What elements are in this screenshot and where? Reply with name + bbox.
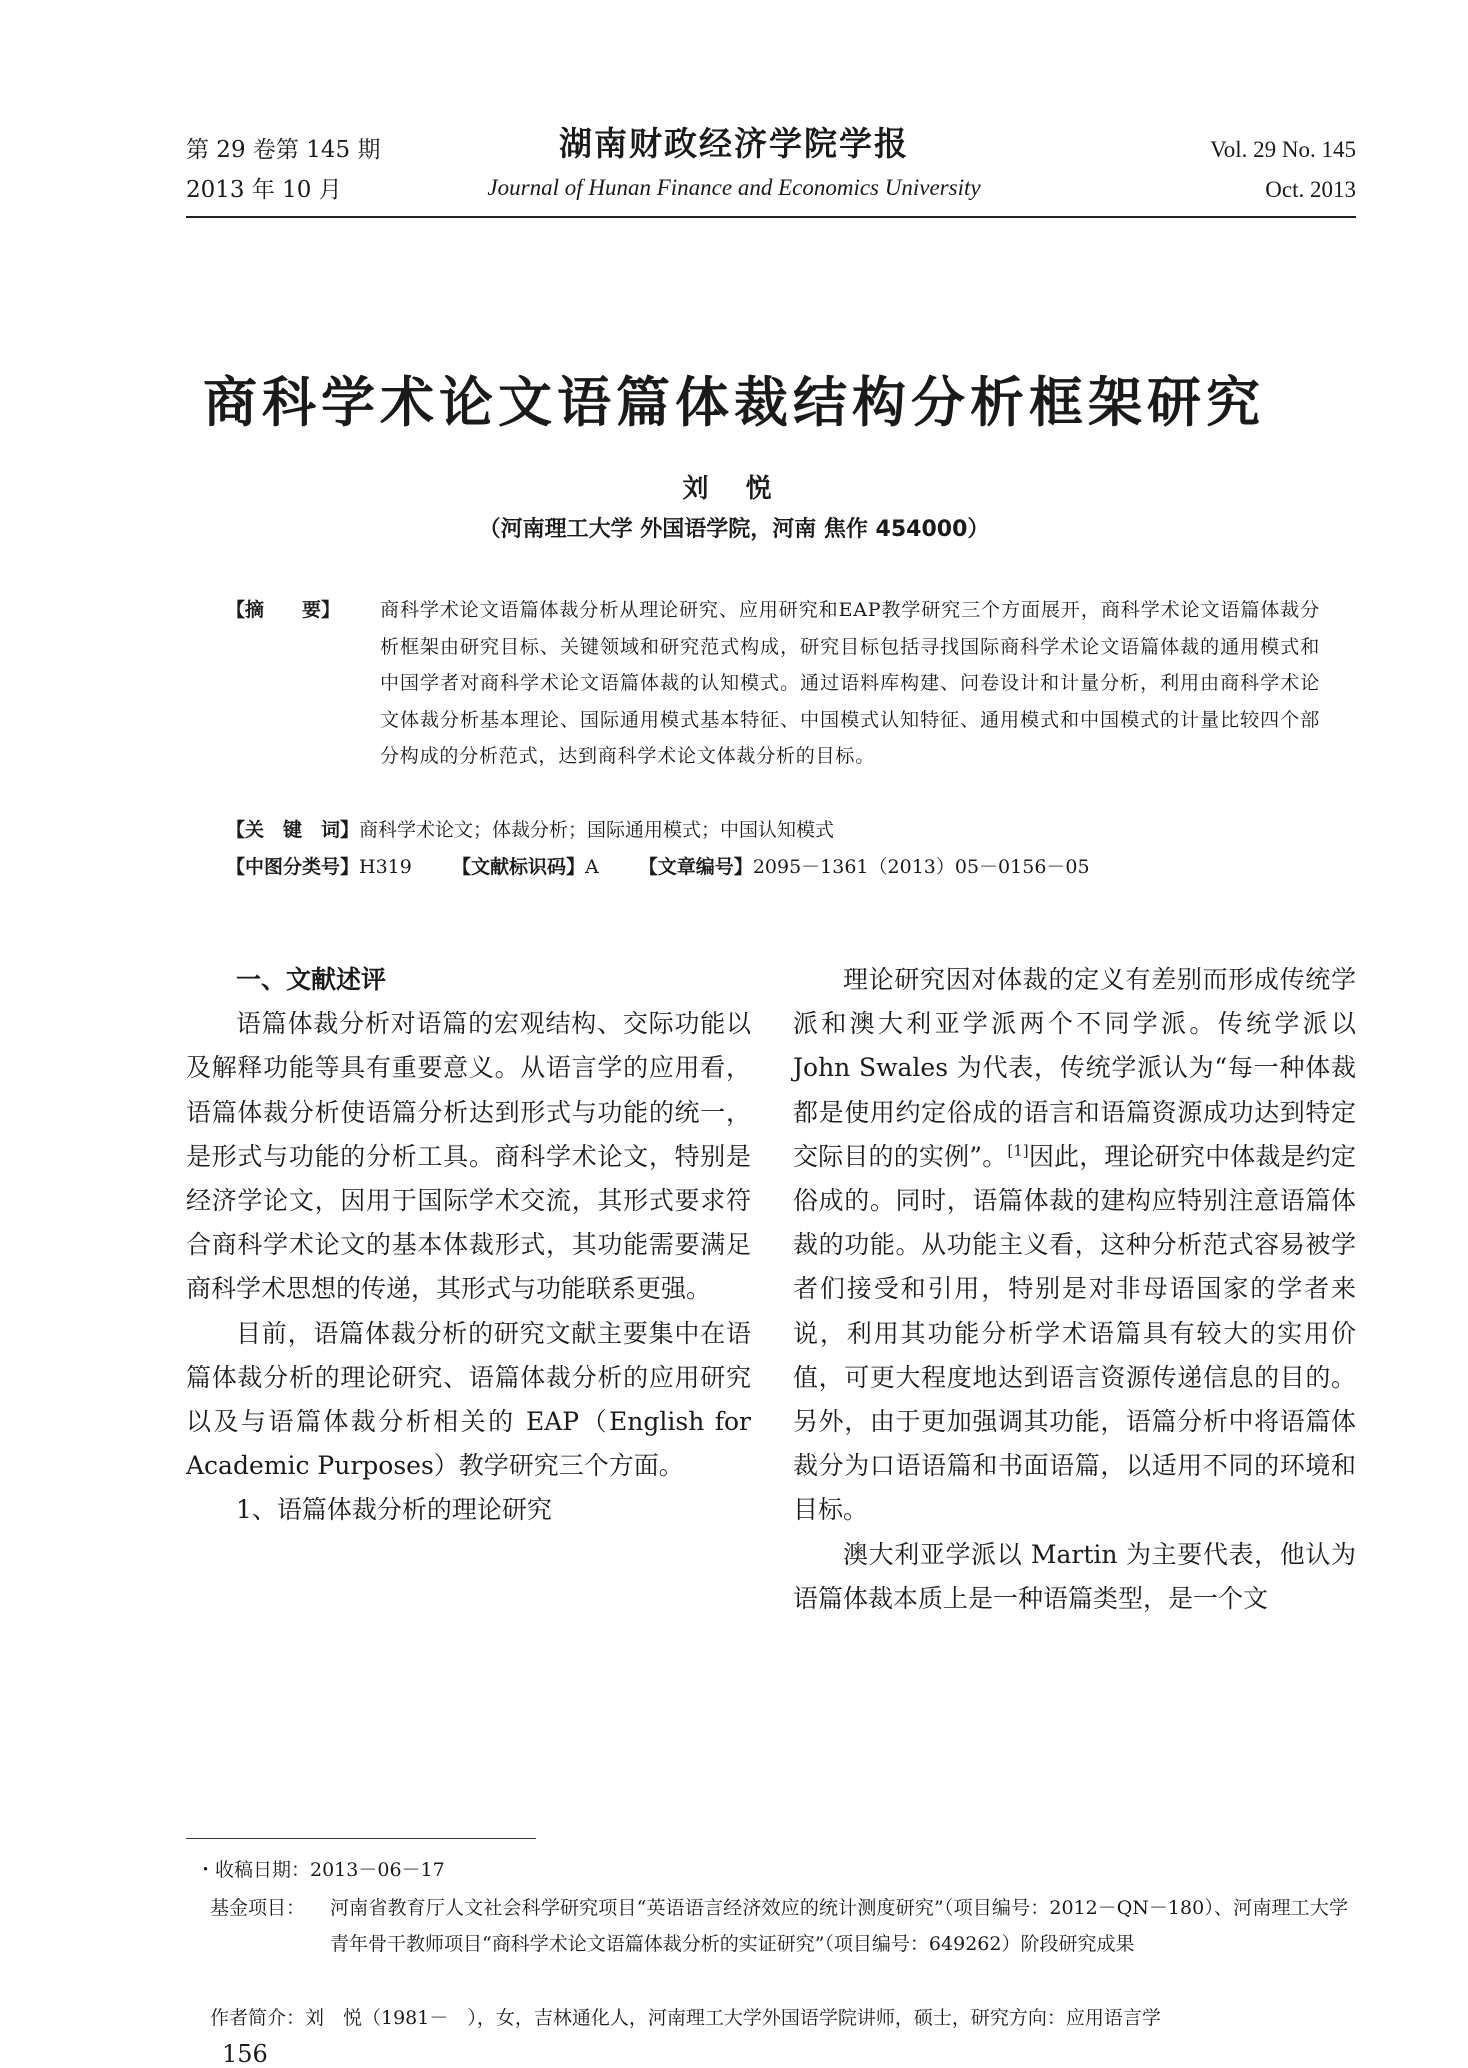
author-affiliation: （河南理工大学 外国语学院，河南 焦作 454000） (478, 517, 990, 542)
body-paragraph: 目前，语篇体裁分析的研究文献主要集中在语篇体裁分析的理论研究、语篇体裁分析的应用研究以及与语篇体裁分析相关的 EAP（English for Academic Purposes）教学研究三个方面。 (186, 1318, 751, 1481)
subsection-heading: 1、语篇体裁分析的理论研究 (236, 1495, 552, 1525)
page-number: 156 (222, 2040, 268, 2068)
article-title: 商科学术论文语篇体裁结构分析框架研究 (203, 371, 1265, 434)
doc-code-value: A (584, 856, 599, 878)
clc-value: H319 (359, 856, 412, 878)
fund-text: 河南省教育厅人文社会科学研究项目“英语语言经济效应的统计测度研究”（项目编号：2012－QN－180）、河南理工大学青年骨干教师项目“商科学术论文语篇体裁分析的实证研究”（项目编号：649262）阶段研究成果 (330, 1897, 1348, 1955)
keywords-label: 【关 键 词】 (226, 819, 360, 841)
body-paragraph: 澳大利亚学派以 Martin 为主要代表，他认为语篇体裁本质上是一种语篇类型，是一个文 (793, 1539, 1356, 1613)
abstract-label-wrap (226, 592, 340, 629)
classification-row (226, 849, 1090, 885)
article-author: 刘 悦 (682, 474, 786, 504)
doc-code-label: 【文献标识码】 (451, 856, 585, 878)
keywords-text: 商科学术论文；体裁分析；国际通用模式；中国认知模式 (359, 819, 835, 841)
journal-title-en: Journal of Hunan Finance and Economics University (487, 175, 981, 200)
fund-label: 基金项目： (210, 1897, 306, 1919)
date-en: Oct. 2013 (1265, 177, 1356, 202)
abstract-label: 【摘 要】 (226, 599, 341, 621)
volume-issue-cn: 第 29 卷第 145 期 (186, 137, 381, 163)
author-info: 作者简介：刘 悦（1981－ ），女，吉林通化人，河南理工大学外国语学院讲师，硕士，研究方向：应用语言学 (210, 2007, 1161, 2029)
body-column-left (186, 958, 751, 1533)
section-heading: 一、文献述评 (236, 965, 387, 994)
header-rule (186, 216, 1356, 218)
article-no-value: 2095－1361（2013）05－0156－05 (752, 856, 1090, 878)
journal-title-cn: 湖南财政经济学院学报 (559, 124, 909, 163)
paragraph-text: 因此，理论研究中体裁是约定俗成的。同时，语篇体裁的建构应特别注意语篇体裁的功能。从功能主义看，这种分析范式容易被学者们接受和引用，特别是对非母语国家的学者来说，利用其功能分析学术语篇具有较大的实用价值，可更大程度地达到语言资源传递信息的目的。另外，由于更加强调其功能，语篇分析中将语篇体裁分为口语语篇和书面语篇，以适用不同的环境和目标。 (793, 1141, 1356, 1525)
date-cn: 2013 年 10 月 (186, 177, 342, 203)
paragraph-text: 理论研究因对体裁的定义有差别而形成传统学派和澳大利亚学派两个不同学派。传统学派以 John Swales 为代表，传统学派认为“每一种体裁都是使用约定俗成的语言和语篇资源成功达到特定交际目的的实例”。 (793, 965, 1356, 1171)
body-paragraph: 语篇体裁分析对语篇的宏观结构、交际功能以及解释功能等具有重要意义。从语言学的应用看，语篇体裁分析使语篇分析达到形式与功能的统一，是形式与功能的分析工具。商科学术论文，特别是经济学论文，因用于国际学术交流，其形式要求符合商科学术论文的基本体裁形式，其功能需要满足商科学术思想的传递，其形式与功能联系更强。 (186, 1009, 751, 1304)
abstract-text: 商科学术论文语篇体裁分析从理论研究、应用研究和EAP教学研究三个方面展开，商科学术论文语篇体裁分析框架由研究目标、关键领域和研究范式构成，研究目标包括寻找国际商科学术论文语篇体裁的通用模式和中国学者对商科学术论文语篇体裁的认知模式。通过语料库构建、问卷设计和计量分析，利用由商科学术论文体裁分析基本理论、国际通用模式基本特征、中国模式认知特征、通用模式和中国模式的计量比较四个部分构成的分析范式，达到商科学术论文体裁分析的目标。 (380, 599, 1320, 767)
footnote-rule (186, 1838, 536, 1839)
header-volume-info-en (1210, 130, 1356, 210)
body-paragraph (793, 958, 1356, 1533)
keywords-row (226, 812, 834, 848)
citation-ref: [1] (1007, 1141, 1029, 1160)
volume-issue-en: Vol. 29 No. 145 (1210, 137, 1356, 162)
clc-label: 【中图分类号】 (226, 856, 360, 878)
body-column-right (793, 958, 1356, 1621)
article-no-label: 【文章编号】 (638, 856, 753, 878)
received-date: ・收稿日期：2013－06－17 (196, 1859, 445, 1881)
